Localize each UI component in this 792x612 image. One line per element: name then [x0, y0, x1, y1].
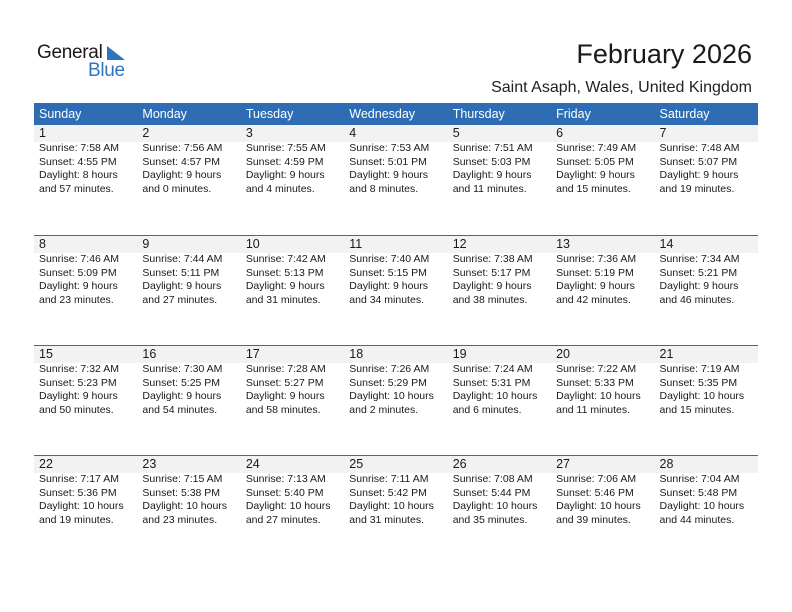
- day-cell: [551, 473, 654, 527]
- daylight-text: Daylight: 9 hours: [39, 280, 118, 292]
- daylight-text: and 34 minutes.: [349, 293, 424, 306]
- calendar-week: [34, 125, 758, 235]
- daylight-text: and 44 minutes.: [659, 513, 735, 526]
- calendar-week: [34, 345, 758, 455]
- daylight-text: and 27 minutes.: [142, 293, 218, 306]
- weekday-header: Saturday: [659, 107, 710, 121]
- day-cell: [137, 473, 240, 527]
- daylight-text: and 0 minutes.: [142, 182, 212, 195]
- sunrise-text: Sunrise: 7:44 AM: [142, 253, 223, 265]
- day-cell: [34, 363, 137, 417]
- day-cell: [34, 253, 137, 307]
- info-row: [34, 473, 758, 527]
- sunrise-text: Sunrise: 7:06 AM: [556, 473, 637, 485]
- day-number: 12: [452, 237, 467, 251]
- sunset-text: Sunset: 5:11 PM: [142, 266, 220, 279]
- calendar-week: [34, 235, 758, 345]
- sunrise-text: Sunrise: 7:46 AM: [39, 253, 119, 265]
- day-cell: [344, 253, 447, 307]
- calendar-week: [34, 455, 758, 565]
- sunset-text: Sunset: 5:07 PM: [659, 155, 738, 168]
- daylight-text: and 8 minutes.: [349, 182, 419, 195]
- sunrise-text: Sunrise: 7:32 AM: [39, 363, 119, 375]
- daylight-text: and 38 minutes.: [452, 293, 528, 306]
- daylight-text: and 54 minutes.: [142, 403, 218, 416]
- sunset-text: Sunset: 5:09 PM: [39, 266, 117, 279]
- sunset-text: Sunset: 5:23 PM: [39, 376, 117, 389]
- day-cell: [655, 473, 758, 527]
- sunset-text: Sunset: 5:27 PM: [245, 376, 324, 389]
- daylight-text: Daylight: 10 hours: [142, 500, 228, 512]
- location-subtitle: Saint Asaph, Wales, United Kingdom: [491, 79, 752, 96]
- daylight-text: and 15 minutes.: [659, 403, 735, 416]
- daylight-text: Daylight: 9 hours: [452, 280, 532, 292]
- day-number: 26: [452, 457, 467, 471]
- daylight-text: and 6 minutes.: [452, 403, 522, 416]
- day-number: 7: [659, 126, 667, 140]
- day-number: 13: [556, 237, 571, 251]
- sunrise-text: Sunrise: 7:13 AM: [245, 473, 326, 485]
- day-cell: [448, 363, 551, 417]
- sunrise-text: Sunrise: 7:28 AM: [245, 363, 326, 375]
- sunset-text: Sunset: 5:13 PM: [245, 266, 324, 279]
- weekday-header-row: [34, 103, 758, 125]
- daylight-text: Daylight: 9 hours: [39, 390, 118, 402]
- daylight-text: and 11 minutes.: [556, 403, 631, 416]
- day-number: 2: [142, 126, 150, 140]
- sunrise-text: Sunrise: 7:38 AM: [452, 253, 533, 265]
- sunrise-text: Sunrise: 7:15 AM: [142, 473, 223, 485]
- daylight-text: Daylight: 9 hours: [556, 169, 635, 181]
- daylight-text: and 19 minutes.: [39, 513, 114, 526]
- sunset-text: Sunset: 5:15 PM: [349, 266, 427, 279]
- sunrise-text: Sunrise: 7:19 AM: [659, 363, 740, 375]
- day-number: 19: [452, 347, 467, 361]
- sunset-text: Sunset: 4:57 PM: [142, 155, 221, 168]
- sunset-text: Sunset: 5:46 PM: [556, 486, 634, 499]
- daylight-text: Daylight: 10 hours: [556, 390, 641, 402]
- sunrise-text: Sunrise: 7:51 AM: [452, 142, 533, 154]
- day-cell: [137, 142, 240, 196]
- day-cell: [241, 253, 344, 307]
- daylight-text: and 4 minutes.: [245, 182, 315, 195]
- daylight-text: and 31 minutes.: [245, 293, 321, 306]
- day-number: 20: [556, 347, 571, 361]
- daylight-text: Daylight: 9 hours: [659, 169, 739, 181]
- info-row: [34, 363, 758, 417]
- day-number: 21: [659, 347, 674, 361]
- daylight-text: Daylight: 9 hours: [556, 280, 635, 292]
- sunset-text: Sunset: 4:59 PM: [245, 155, 324, 168]
- daylight-text: Daylight: 9 hours: [142, 390, 222, 402]
- sunset-text: Sunset: 5:44 PM: [452, 486, 531, 499]
- daylight-text: and 57 minutes.: [39, 182, 114, 195]
- date-row: [34, 125, 758, 142]
- daylight-text: and 50 minutes.: [39, 403, 114, 416]
- day-cell: [551, 142, 654, 196]
- daylight-text: Daylight: 10 hours: [556, 500, 641, 512]
- daylight-text: and 15 minutes.: [556, 182, 631, 195]
- logo-text-general: General: [37, 42, 103, 63]
- sunset-text: Sunset: 5:01 PM: [349, 155, 427, 168]
- sunrise-text: Sunrise: 7:11 AM: [349, 473, 429, 485]
- sunrise-text: Sunrise: 7:24 AM: [452, 363, 533, 375]
- day-number: 4: [349, 126, 357, 140]
- day-number: 23: [142, 457, 157, 471]
- day-number: 14: [659, 237, 674, 251]
- day-number: 16: [142, 347, 157, 361]
- daylight-text: and 35 minutes.: [452, 513, 528, 526]
- daylight-text: Daylight: 10 hours: [659, 500, 745, 512]
- day-cell: [448, 473, 551, 527]
- daylight-text: and 42 minutes.: [556, 293, 631, 306]
- sunrise-text: Sunrise: 7:36 AM: [556, 253, 637, 265]
- day-number: 11: [349, 237, 363, 251]
- weekday-header: Wednesday: [349, 107, 416, 121]
- daylight-text: and 19 minutes.: [659, 182, 735, 195]
- weekday-header: Thursday: [452, 107, 505, 121]
- day-number: 8: [39, 237, 46, 251]
- day-number: 9: [142, 237, 150, 251]
- sunrise-text: Sunrise: 7:48 AM: [659, 142, 740, 154]
- weekday-header: Friday: [556, 107, 591, 121]
- sunrise-text: Sunrise: 7:56 AM: [142, 142, 223, 154]
- daylight-text: and 46 minutes.: [659, 293, 735, 306]
- weekday-header: Sunday: [39, 107, 82, 121]
- day-cell: [137, 253, 240, 307]
- sunset-text: Sunset: 5:05 PM: [556, 155, 634, 168]
- daylight-text: Daylight: 10 hours: [452, 390, 538, 402]
- info-row: [34, 142, 758, 196]
- sunrise-text: Sunrise: 7:42 AM: [245, 253, 326, 265]
- daylight-text: Daylight: 9 hours: [452, 169, 532, 181]
- day-cell: [34, 473, 137, 527]
- daylight-text: Daylight: 10 hours: [245, 500, 331, 512]
- info-row: [34, 253, 758, 307]
- daylight-text: and 58 minutes.: [245, 403, 321, 416]
- sunset-text: Sunset: 5:17 PM: [452, 266, 531, 279]
- sunrise-text: Sunrise: 7:04 AM: [659, 473, 740, 485]
- sunset-text: Sunset: 5:36 PM: [39, 486, 117, 499]
- sunset-text: Sunset: 5:19 PM: [556, 266, 634, 279]
- day-cell: [241, 363, 344, 417]
- sunset-text: Sunset: 5:03 PM: [452, 155, 531, 168]
- day-number: 3: [245, 126, 253, 140]
- day-number: 17: [245, 347, 260, 361]
- daylight-text: and 23 minutes.: [142, 513, 218, 526]
- sunset-text: Sunset: 5:40 PM: [245, 486, 324, 499]
- day-cell: [655, 142, 758, 196]
- sunset-text: Sunset: 5:35 PM: [659, 376, 738, 389]
- sunrise-text: Sunrise: 7:40 AM: [349, 253, 430, 265]
- logo-text-blue: Blue: [88, 60, 125, 81]
- daylight-text: and 39 minutes.: [556, 513, 631, 526]
- calendar-grid: [34, 103, 758, 565]
- daylight-text: and 11 minutes.: [452, 182, 527, 195]
- daylight-text: Daylight: 9 hours: [349, 280, 429, 292]
- day-cell: [655, 253, 758, 307]
- sunrise-text: Sunrise: 7:58 AM: [39, 142, 119, 154]
- sunset-text: Sunset: 5:31 PM: [452, 376, 531, 389]
- daylight-text: Daylight: 9 hours: [142, 280, 222, 292]
- day-cell: [241, 473, 344, 527]
- sunset-text: Sunset: 5:38 PM: [142, 486, 221, 499]
- day-cell: [551, 253, 654, 307]
- sunrise-text: Sunrise: 7:17 AM: [39, 473, 119, 485]
- weekday-header: Tuesday: [245, 107, 294, 121]
- day-cell: [137, 363, 240, 417]
- day-number: 6: [556, 126, 564, 140]
- date-row: [34, 456, 758, 473]
- daylight-text: Daylight: 9 hours: [245, 280, 325, 292]
- sunrise-text: Sunrise: 7:30 AM: [142, 363, 223, 375]
- logo: [37, 42, 137, 82]
- daylight-text: Daylight: 9 hours: [245, 390, 325, 402]
- day-cell: [344, 363, 447, 417]
- weeks-container: [34, 125, 758, 565]
- day-number: 24: [245, 457, 260, 471]
- sunrise-text: Sunrise: 7:22 AM: [556, 363, 637, 375]
- day-cell: [448, 142, 551, 196]
- daylight-text: Daylight: 9 hours: [142, 169, 222, 181]
- daylight-text: Daylight: 9 hours: [659, 280, 739, 292]
- sunset-text: Sunset: 5:29 PM: [349, 376, 427, 389]
- daylight-text: Daylight: 10 hours: [659, 390, 745, 402]
- sunset-text: Sunset: 5:48 PM: [659, 486, 738, 499]
- date-row: [34, 346, 758, 363]
- logo-triangle-icon: [107, 46, 125, 60]
- day-cell: [34, 142, 137, 196]
- daylight-text: and 27 minutes.: [245, 513, 321, 526]
- daylight-text: Daylight: 10 hours: [452, 500, 538, 512]
- day-number: 28: [659, 457, 674, 471]
- daylight-text: and 2 minutes.: [349, 403, 419, 416]
- daylight-text: Daylight: 8 hours: [39, 169, 118, 181]
- sunrise-text: Sunrise: 7:55 AM: [245, 142, 326, 154]
- sunset-text: Sunset: 5:25 PM: [142, 376, 221, 389]
- day-number: 10: [245, 237, 260, 251]
- day-number: 15: [39, 347, 53, 361]
- weekday-header: Monday: [142, 107, 187, 121]
- day-cell: [344, 142, 447, 196]
- day-cell: [344, 473, 447, 527]
- daylight-text: Daylight: 9 hours: [349, 169, 429, 181]
- date-row: [34, 236, 758, 253]
- sunset-text: Sunset: 5:33 PM: [556, 376, 634, 389]
- daylight-text: Daylight: 9 hours: [245, 169, 325, 181]
- daylight-text: Daylight: 10 hours: [39, 500, 124, 512]
- sunrise-text: Sunrise: 7:53 AM: [349, 142, 430, 154]
- daylight-text: and 23 minutes.: [39, 293, 114, 306]
- sunrise-text: Sunrise: 7:26 AM: [349, 363, 430, 375]
- day-number: 25: [349, 457, 364, 471]
- daylight-text: and 31 minutes.: [349, 513, 424, 526]
- sunrise-text: Sunrise: 7:49 AM: [556, 142, 637, 154]
- sunset-text: Sunset: 5:21 PM: [659, 266, 738, 279]
- daylight-text: Daylight: 10 hours: [349, 390, 434, 402]
- day-cell: [241, 142, 344, 196]
- sunset-text: Sunset: 5:42 PM: [349, 486, 427, 499]
- daylight-text: Daylight: 10 hours: [349, 500, 434, 512]
- day-number: 27: [556, 457, 571, 471]
- day-cell: [655, 363, 758, 417]
- sunrise-text: Sunrise: 7:08 AM: [452, 473, 533, 485]
- day-number: 18: [349, 347, 364, 361]
- day-number: 5: [452, 126, 460, 140]
- page-title: February 2026: [576, 39, 752, 69]
- day-cell: [448, 253, 551, 307]
- day-number: 1: [39, 126, 46, 140]
- day-number: 22: [39, 457, 53, 471]
- sunset-text: Sunset: 4:55 PM: [39, 155, 117, 168]
- day-cell: [551, 363, 654, 417]
- sunrise-text: Sunrise: 7:34 AM: [659, 253, 740, 265]
